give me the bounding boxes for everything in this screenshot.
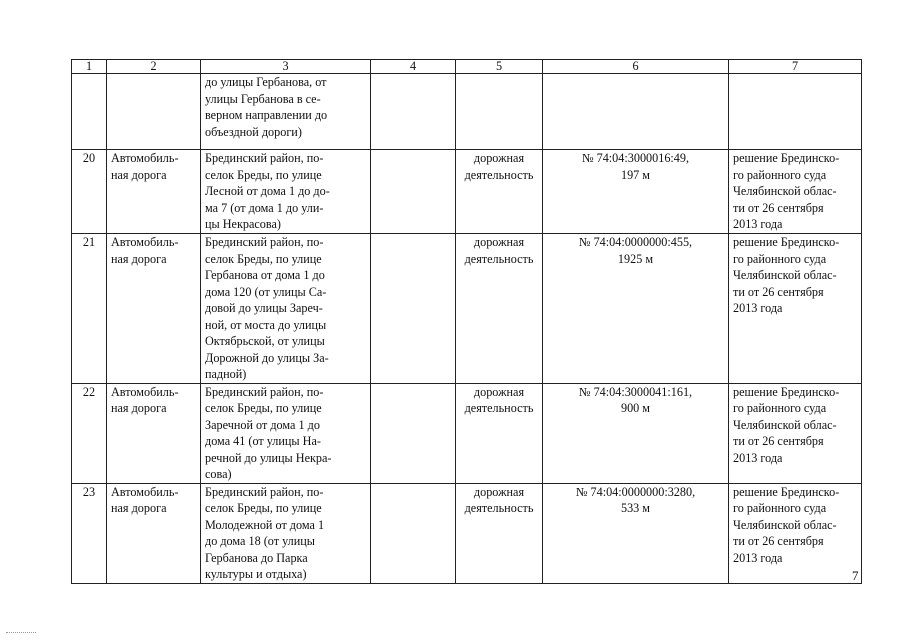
ownership-basis [729, 483, 862, 583]
text-line: решение Брединско- [733, 235, 840, 249]
column-number-3: 3 [201, 60, 371, 74]
row-number: 20 [72, 150, 107, 234]
text-line: ти от 26 сентября [733, 200, 824, 215]
object-location [201, 383, 371, 483]
text-line: № 74:04:0000000:3280, [575, 484, 696, 499]
page-number: 7 [852, 568, 859, 583]
row-number: 21 [72, 234, 107, 384]
text-line: 197 м [620, 167, 651, 182]
text-line: дома 41 (от улицы На- [205, 434, 321, 448]
object-type [107, 234, 201, 384]
text-line: ная дорога [111, 167, 167, 182]
object-type [107, 383, 201, 483]
text-line: Автомобиль- [111, 235, 179, 249]
text-line: сова) [205, 467, 232, 481]
table-row [72, 150, 862, 234]
scan-margin-mark [6, 632, 36, 636]
column-number-2: 2 [107, 60, 201, 74]
row-number: 23 [72, 483, 107, 583]
text-line: Молодежной от дома 1 [205, 517, 325, 532]
text-line: селок Бреды, по улице [205, 501, 322, 515]
row-number: 22 [72, 383, 107, 483]
text-line: до дома 18 (от улицы [205, 534, 315, 548]
text-line: Брединский район, по- [205, 484, 324, 499]
text-line: ти от 26 сентября [733, 284, 824, 299]
activity-type [456, 150, 543, 234]
text-line: речной до улицы Некра- [205, 450, 332, 465]
text-line: улицы Гербанова в се- [205, 91, 321, 106]
text-line: 2013 года [733, 301, 783, 315]
text-line: дорожная [473, 484, 525, 499]
activity-type [456, 234, 543, 384]
text-line: Дорожной до улицы За- [205, 350, 329, 365]
row-number [72, 74, 107, 150]
text-line: го районного суда [733, 167, 827, 182]
text-line: 1925 м [617, 251, 654, 266]
object-type [107, 150, 201, 234]
text-line: дорожная [473, 235, 525, 249]
text-line: № 74:04:3000016:49, [581, 151, 690, 165]
text-line: Челябинской облас- [733, 417, 837, 432]
text-line: селок Бреды, по улице [205, 251, 322, 266]
cadastral-number [543, 74, 729, 150]
text-line: Челябинской облас- [733, 184, 837, 198]
column-4-cell [371, 150, 456, 234]
text-line: го районного суда [733, 501, 827, 515]
text-line: Челябинской облас- [733, 268, 837, 282]
road-register-table [71, 59, 862, 584]
text-line: Брединский район, по- [205, 235, 324, 249]
text-line: довой до улицы Зареч- [205, 301, 323, 315]
cadastral-number [543, 234, 729, 384]
text-line: падной) [205, 367, 247, 381]
text-line: деятельность [464, 251, 534, 266]
text-line: селок Бреды, по улице [205, 401, 322, 415]
text-line: Лесной от дома 1 до до- [205, 184, 330, 198]
ownership-basis [729, 234, 862, 384]
text-line: Автомобиль- [111, 484, 179, 499]
text-line: № 74:04:3000041:161, [578, 384, 693, 399]
object-type [107, 483, 201, 583]
text-line: Гербанова до Парка [205, 550, 308, 565]
text-line: дорожная [473, 384, 525, 399]
ownership-basis [729, 383, 862, 483]
text-line: культуры и отдыха) [205, 567, 307, 581]
object-location [201, 74, 371, 150]
text-line: го районного суда [733, 401, 827, 415]
text-line: ти от 26 сентября [733, 434, 824, 448]
text-line: Заречной от дома 1 до [205, 417, 320, 432]
text-line: объездной дороги) [205, 124, 302, 139]
column-4-cell [371, 234, 456, 384]
text-line: деятельность [464, 167, 534, 182]
column-number-5: 5 [456, 60, 543, 74]
text-line: ная дорога [111, 251, 167, 266]
text-line: Автомобиль- [111, 151, 179, 165]
column-4-cell [371, 483, 456, 583]
cadastral-number [543, 483, 729, 583]
text-line: ти от 26 сентября [733, 534, 824, 548]
column-number-4: 4 [371, 60, 456, 74]
text-line: Октябрьской, от улицы [205, 334, 325, 348]
text-line: ная дорога [111, 401, 167, 415]
object-location [201, 483, 371, 583]
text-line: решение Брединско- [733, 151, 840, 165]
text-line: деятельность [464, 401, 534, 415]
column-4-cell [371, 383, 456, 483]
text-line: ма 7 (от дома 1 до ули- [205, 200, 324, 215]
text-line: Челябинской облас- [733, 517, 837, 532]
activity-type [456, 383, 543, 483]
text-line: 533 м [620, 501, 651, 515]
text-line: верном направлении до [205, 108, 328, 122]
text-line: дорожная [473, 151, 525, 165]
column-number-6: 6 [543, 60, 729, 74]
table-row [72, 74, 862, 150]
ownership-basis [729, 150, 862, 234]
text-line: ной, от моста до улицы [205, 317, 327, 332]
text-line: № 74:04:0000000:455, [578, 235, 693, 249]
table-row [72, 483, 862, 583]
ownership-basis [729, 74, 862, 150]
table-row [72, 383, 862, 483]
text-line: 2013 года [733, 217, 783, 231]
object-location [201, 150, 371, 234]
column-number-1: 1 [72, 60, 107, 74]
text-line: Брединский район, по- [205, 384, 324, 399]
table-row [72, 234, 862, 384]
text-line: цы Некрасова) [205, 217, 281, 231]
text-line: Гербанова от дома 1 до [205, 268, 325, 282]
object-location [201, 234, 371, 384]
text-line: до улицы Гербанова, от [205, 75, 327, 89]
text-line: ная дорога [111, 501, 167, 515]
object-type [107, 74, 201, 150]
text-line: деятельность [464, 501, 534, 515]
activity-type [456, 74, 543, 150]
text-line: дома 120 (от улицы Са- [205, 284, 327, 299]
column-number-row [72, 60, 862, 74]
text-line: решение Брединско- [733, 384, 840, 399]
cadastral-number [543, 383, 729, 483]
text-line: Автомобиль- [111, 384, 179, 399]
text-line: го районного суда [733, 251, 827, 266]
text-line: 2013 года [733, 450, 783, 465]
text-line: 900 м [620, 401, 651, 415]
column-4-cell [371, 74, 456, 150]
column-number-7: 7 [729, 60, 862, 74]
text-line: 2013 года [733, 550, 783, 565]
cadastral-number [543, 150, 729, 234]
text-line: Брединский район, по- [205, 151, 324, 165]
text-line: селок Бреды, по улице [205, 167, 322, 182]
text-line: решение Брединско- [733, 484, 840, 499]
activity-type [456, 483, 543, 583]
